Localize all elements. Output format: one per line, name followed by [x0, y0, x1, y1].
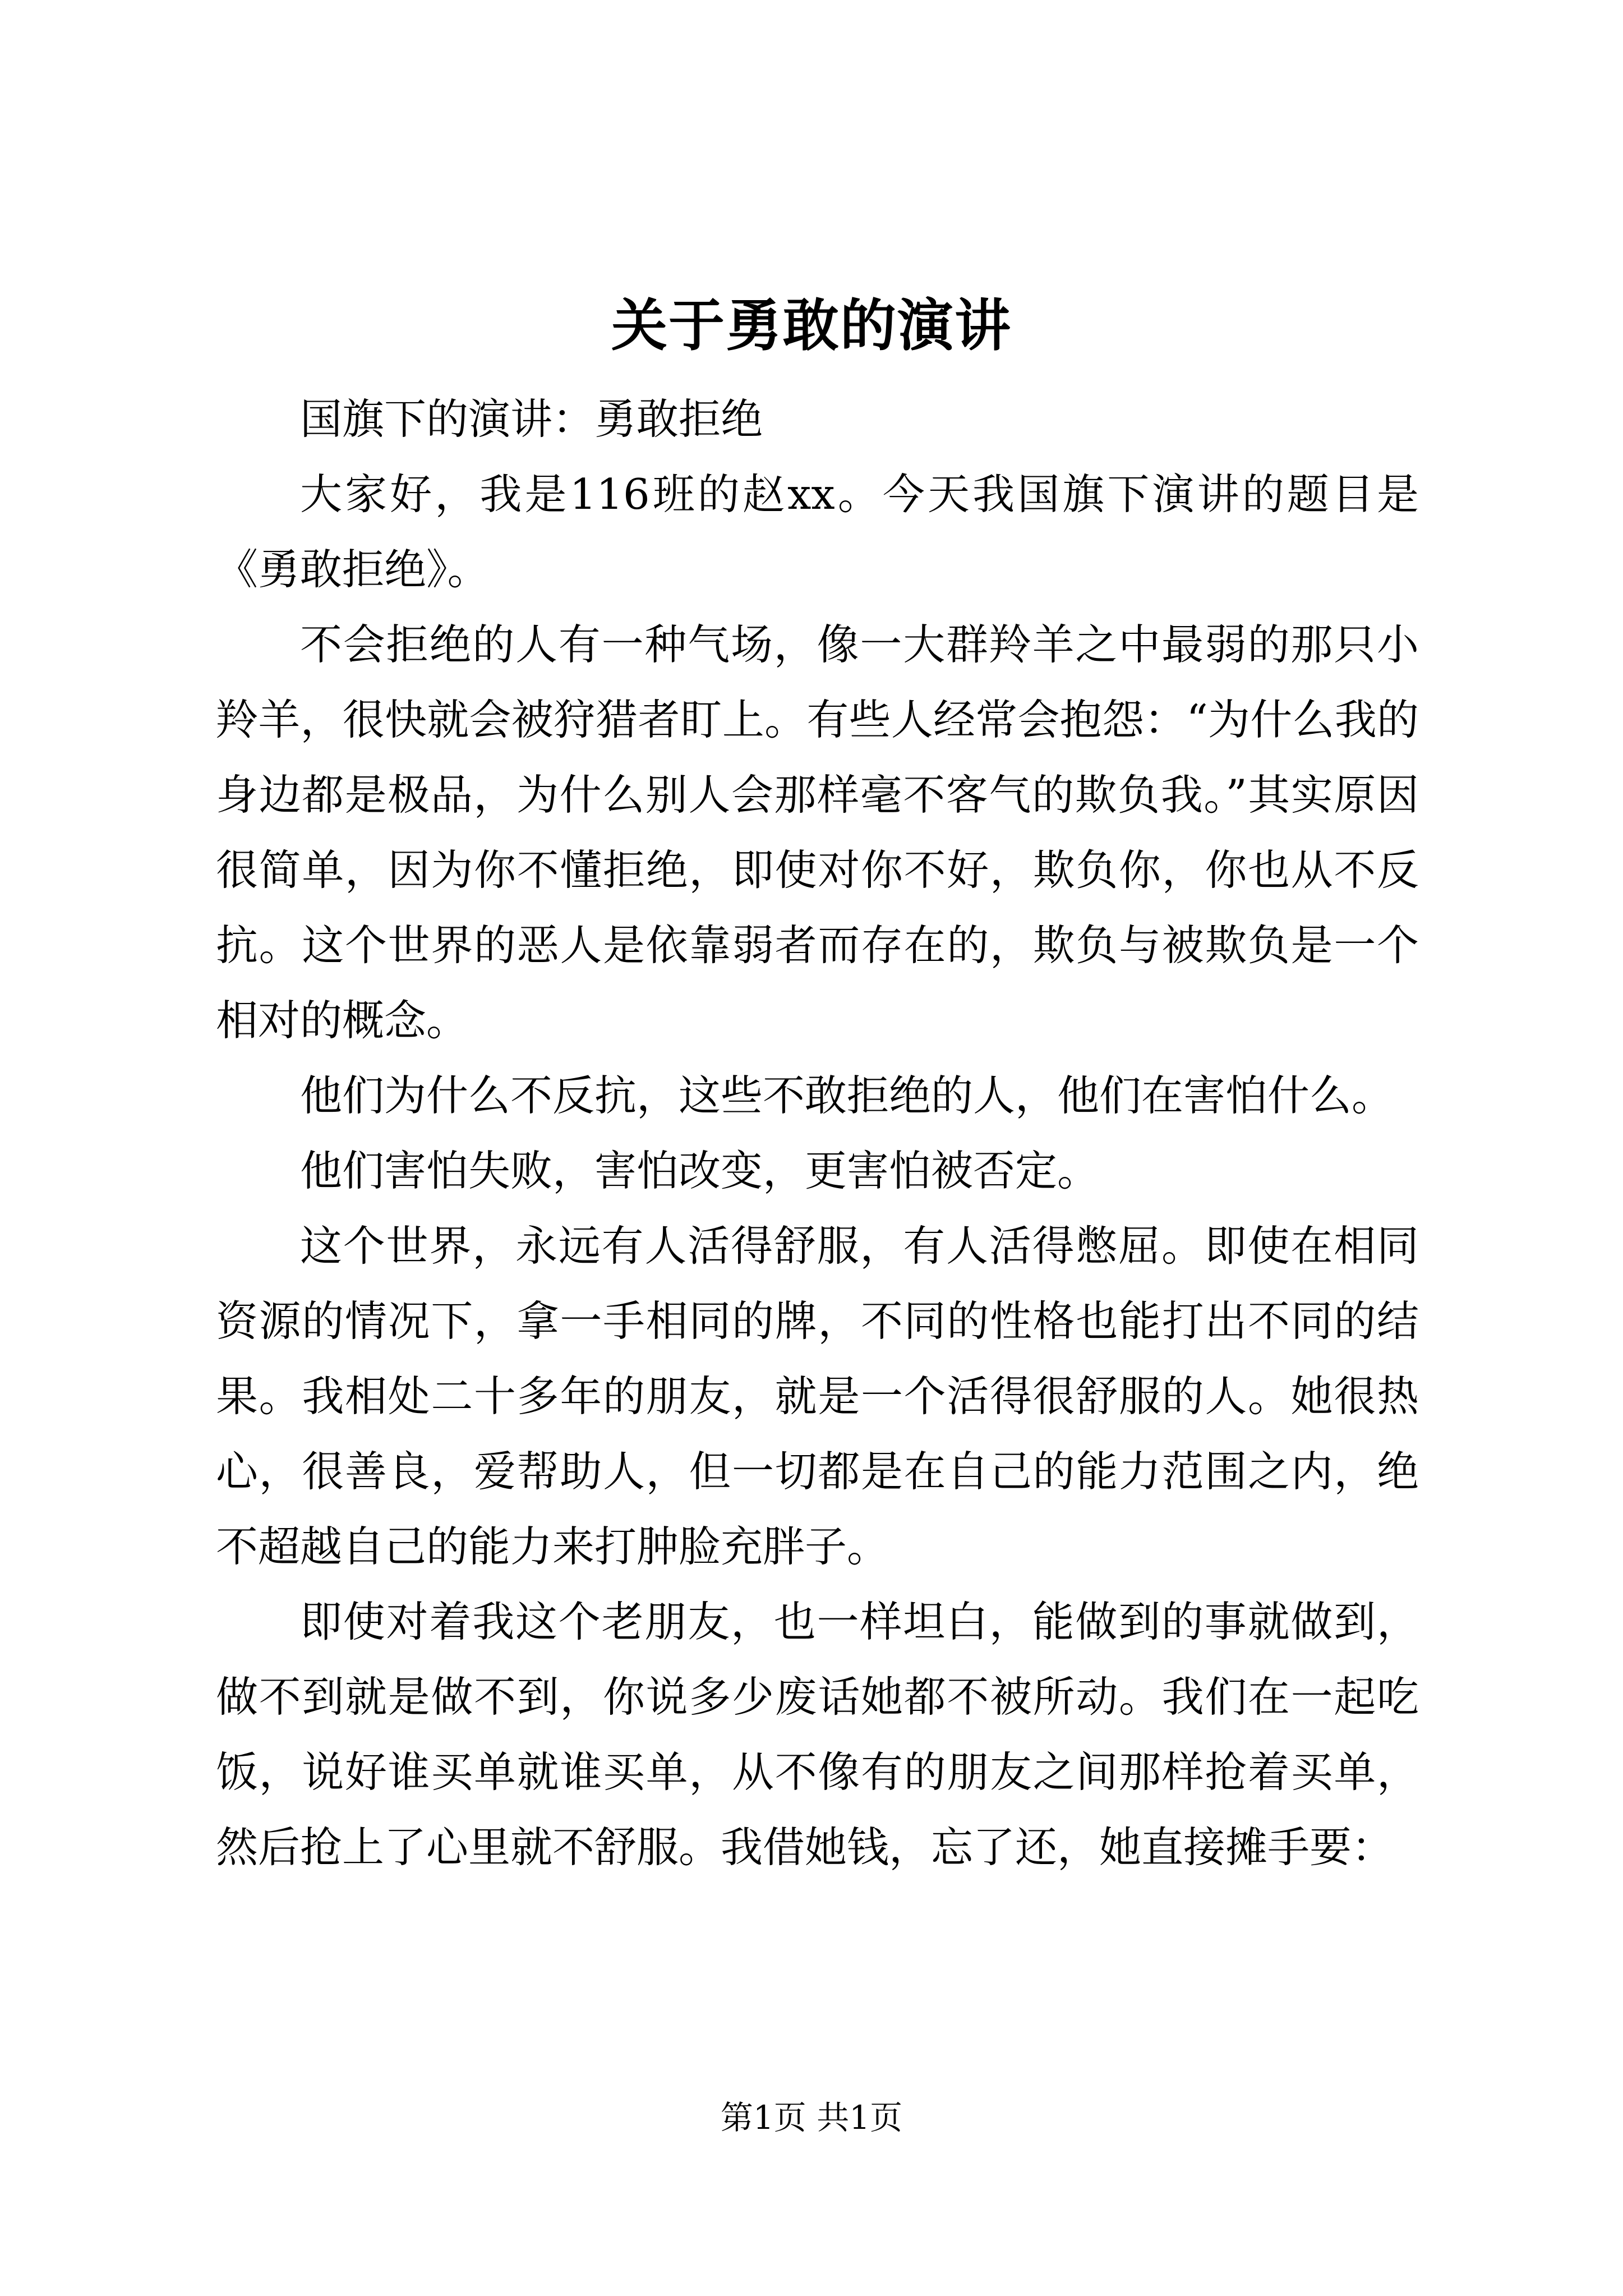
- document-title: 关于勇敢的演讲: [611, 292, 1012, 358]
- paragraph: 即使对着我这个老朋友，也一样坦白，能做到的事就做到，做不到就是做不到，你说多少废话她都不被所动。我们在一起吃饭，说好谁买单就谁买单，从不像有的朋友之间那样抢着买单，然后抢上了心里就不舒服。我借她钱，忘了还，她直接摊手要：: [216, 1597, 1419, 1872]
- document-body: [216, 381, 1419, 1885]
- paragraph: 国旗下的演讲：勇敢拒绝: [300, 394, 763, 444]
- paragraph: 这个世界，永远有人活得舒服，有人活得憋屈。即使在相同资源的情况下，拿一手相同的牌，不同的性格也能打出不同的结果。我相处二十多年的朋友，就是一个活得很舒服的人。她很热心，很善良，爱帮助人，但一切都是在自己的能力范围之内，绝不超越自己的能力来打肿脸充胖子。: [216, 1221, 1419, 1571]
- paragraph: 他们害怕失败，害怕改变，更害怕被否定。: [300, 1146, 1100, 1195]
- paragraph: 不会拒绝的人有一种气场，像一大群羚羊之中最弱的那只小羚羊，很快就会被狩猎者盯上。有些人经常会抱怨：“为什么我的身边都是极品，为什么别人会那样毫不客气的欺负我。”其实原因很简单，因为你不懂拒绝，即使对你不好，欺负你，你也从不反抗。这个世界的恶人是依靠弱者而存在的，欺负与被欺负是一个相对的概念。: [216, 620, 1419, 1045]
- paragraph: 大家好，我是116班的赵xx。今天我国旗下演讲的题目是《勇敢拒绝》。: [216, 470, 1419, 594]
- page-footer: 第1页 共1页: [720, 2099, 903, 2137]
- paragraph: 他们为什么不反抗，这些不敢拒绝的人，他们在害怕什么。: [300, 1071, 1394, 1120]
